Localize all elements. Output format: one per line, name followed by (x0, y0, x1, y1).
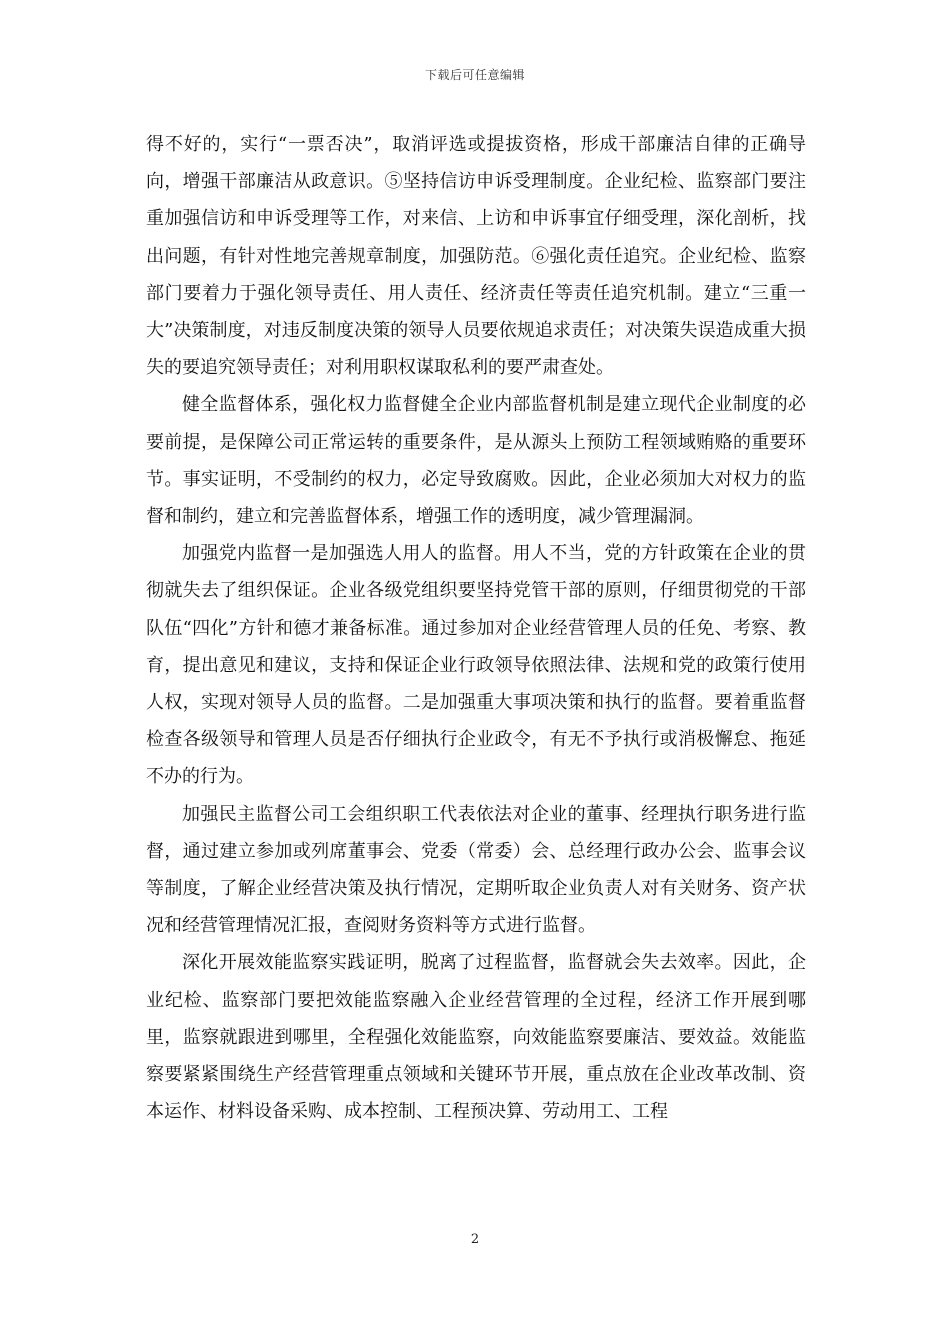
page-header: 下载后可任意编辑 (424, 68, 525, 82)
paragraph-4: 加强民主监督公司工会组织职工代表依法对企业的董事、经理执行职务进行监督，通过建立参加或列席董事会、党委（常委）会、总经理行政办公会、监事会议等制度，了解企业经营决策及执行情况，定期听取企业负责人对有关财务、资产状况和经营管理情况汇报，查阅财务资料等方式进行监督。 (146, 803, 806, 937)
document-body (146, 126, 806, 1130)
paragraph-3: 加强党内监督一是加强选人用人的监督。用人不当，党的方针政策在企业的贯彻就失去了组织保证。企业各级党组织要坚持党管干部的原则，仔细贯彻党的干部队伍“四化”方针和德才兼备标准。通过参加对企业经营管理人员的任免、考察、教育，提出意见和建议，支持和保证企业行政领导依照法律、法规和党的政策行使用人权，实现对领导人员的监督。二是加强重大事项决策和执行的监督。要着重监督检查各级领导和管理人员是否仔细执行企业政令，有无不予执行或消极懈怠、拖延不办的行为。 (146, 543, 806, 788)
paragraph-5: 深化开展效能监察实践证明，脱离了过程监督，监督就会失去效率。因此，企业纪检、监察部门要把效能监察融入企业经营管理的全过程，经济工作开展到哪里，监察就跟进到哪里，全程强化效能监察，向效能监察要廉洁、要效益。效能监察要紧紧围绕生产经营管理重点领域和关键环节开展，重点放在企业改革改制、资本运作、材料设备采购、成本控制、工程预决算、劳动用工、工程 (146, 952, 806, 1123)
paragraph-1: 得不好的，实行“一票否决”，取消评选或提拔资格，形成干部廉洁自律的正确导向，增强干部廉洁从政意识。⑤坚持信访申诉受理制度。企业纪检、监察部门要注重加强信访和申诉受理等工作，对来信、上访和申诉事宜仔细受理，深化剖析，找出问题，有针对性地完善规章制度，加强防范。⑥强化责任追究。企业纪检、监察部门要着力于强化领导责任、用人责任、经济责任等责任追究机制。建立“三重一大”决策制度，对违反制度决策的领导人员要依规追求责任；对决策失误造成重大损失的要追究领导责任；对利用职权谋取私利的要严肃查处。 (146, 134, 806, 379)
page-number: 2 (470, 1232, 480, 1247)
paragraph-2: 健全监督体系，强化权力监督健全企业内部监督机制是建立现代企业制度的必要前提，是保障公司正常运转的重要条件，是从源头上预防工程领域贿赂的重要环节。事实证明，不受制约的权力，必定导致腐败。因此，企业必须加大对权力的监督和制约，建立和完善监督体系，增强工作的透明度，减少管理漏洞。 (146, 394, 806, 528)
